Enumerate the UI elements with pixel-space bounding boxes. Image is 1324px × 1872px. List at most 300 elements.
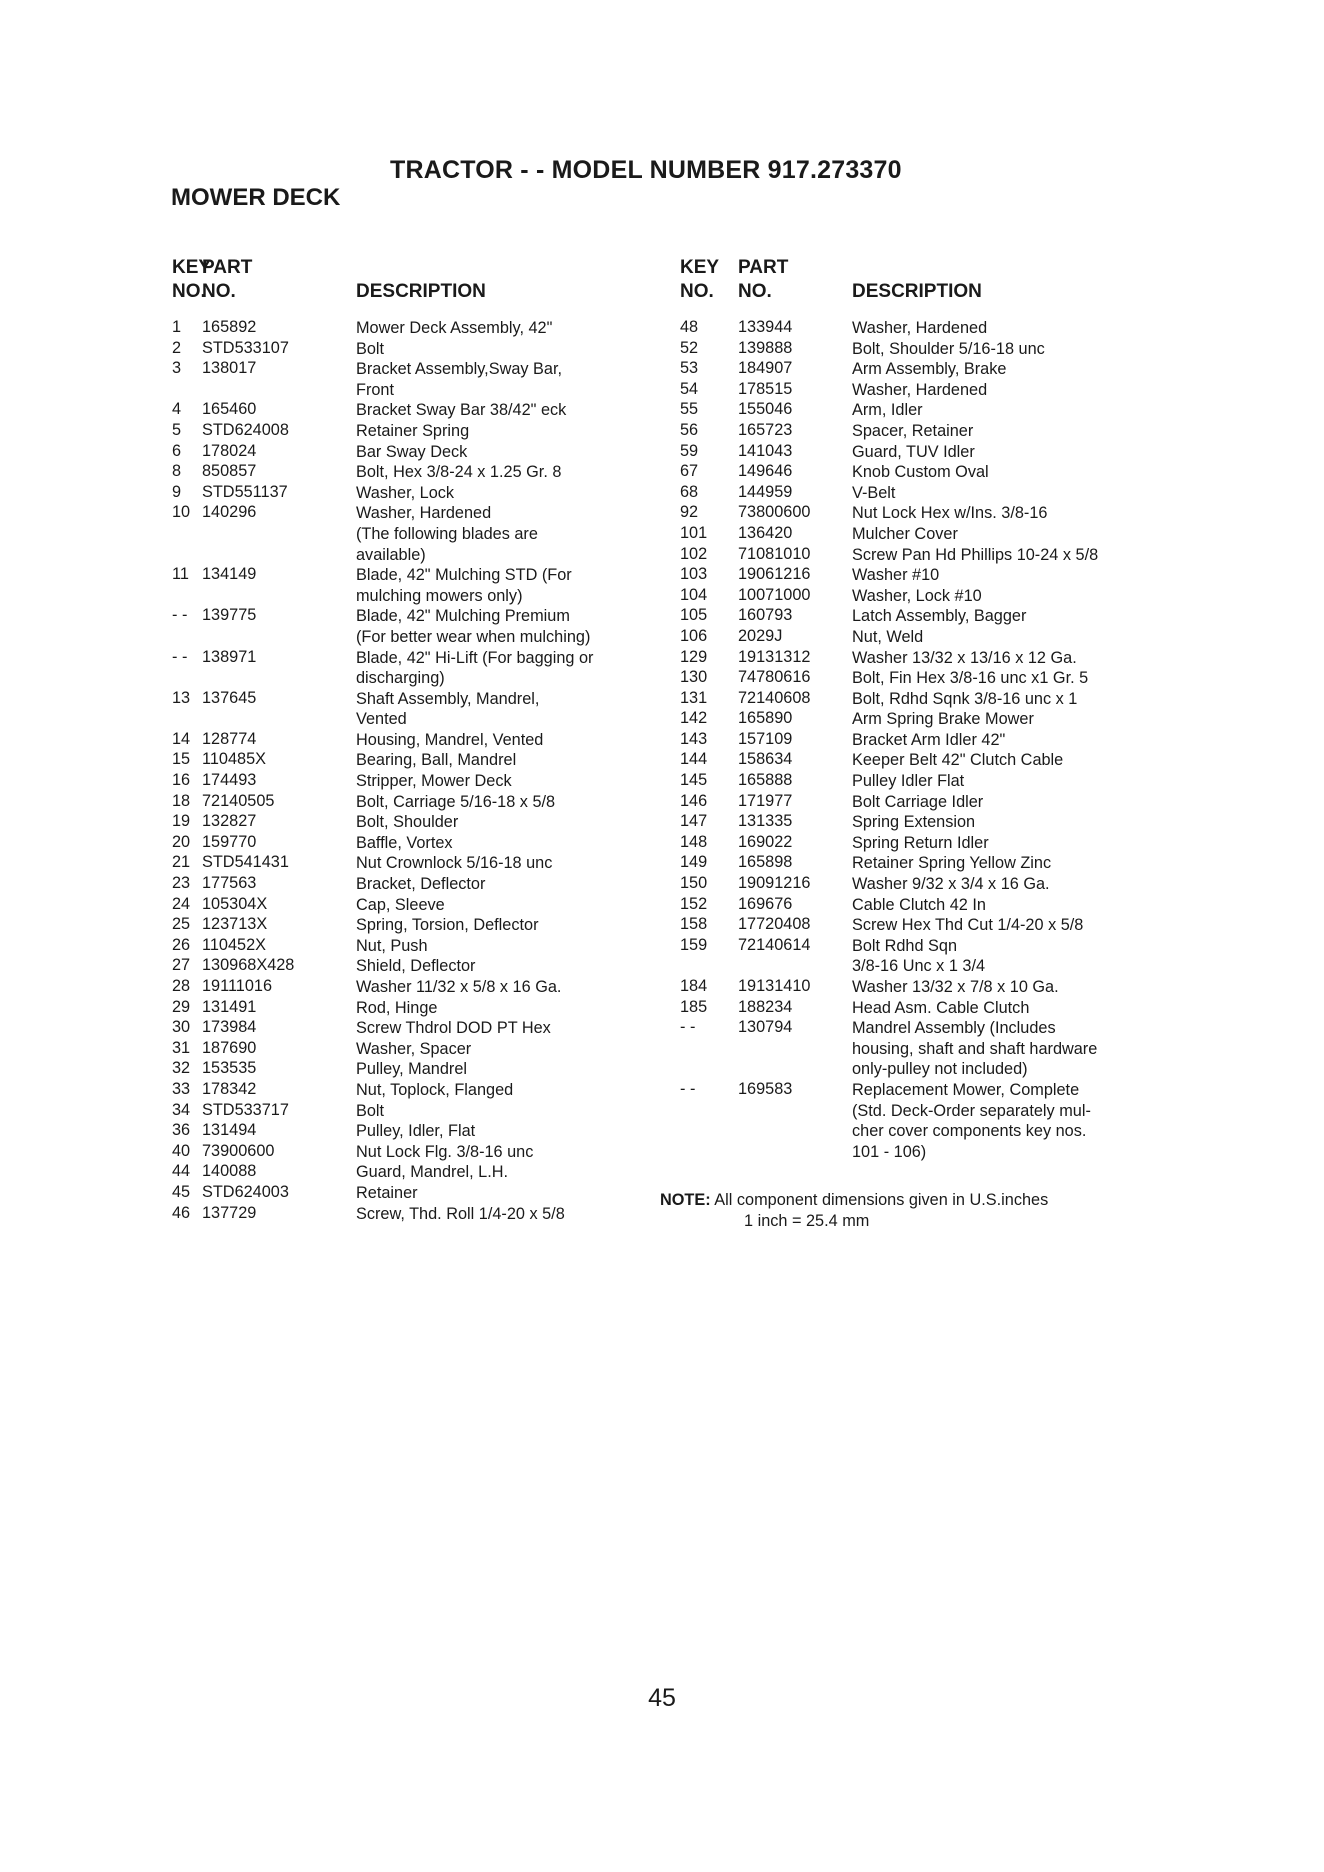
parts-row xyxy=(172,462,652,483)
part-description: Mandrel Assembly (Includes housing, shaft and shaft hardware only-pulley not included) xyxy=(852,1019,1098,1079)
key-number: 148 xyxy=(680,832,708,851)
part-number: 178342 xyxy=(202,1079,257,1098)
part-description: Rod, Hinge xyxy=(356,998,438,1017)
key-number: 143 xyxy=(680,729,708,748)
header-key-line1: KEY xyxy=(680,257,720,278)
key-number: 54 xyxy=(680,379,699,398)
parts-list-left xyxy=(172,318,652,1224)
header-part-line1: PART xyxy=(738,257,789,278)
parts-row xyxy=(680,730,1160,751)
part-number: 178515 xyxy=(738,379,793,398)
parts-row xyxy=(680,627,1160,648)
part-number: 140088 xyxy=(202,1162,257,1181)
part-description: Bolt Rdhd Sqn 3/8-16 Unc x 1 3/4 xyxy=(852,936,986,976)
key-number: 32 xyxy=(172,1059,191,1078)
part-description: Bar Sway Deck xyxy=(356,442,468,461)
part-number: 187690 xyxy=(202,1038,257,1057)
part-number: 130794 xyxy=(738,1018,793,1037)
part-description: Mower Deck Assembly, 42" xyxy=(356,319,553,337)
part-description: Bolt xyxy=(356,1101,385,1120)
part-description: Blade, 42" Mulching STD (For mulching mowers only) xyxy=(356,566,572,605)
key-number: 147 xyxy=(680,812,708,831)
key-number: 1 xyxy=(172,318,182,336)
key-number: 55 xyxy=(680,400,699,419)
parts-row xyxy=(680,359,1160,380)
key-number: 24 xyxy=(172,894,191,913)
key-number: 158 xyxy=(680,915,708,934)
key-number: - - xyxy=(680,1018,696,1037)
parts-row xyxy=(172,339,652,360)
part-number: 144959 xyxy=(738,482,793,501)
parts-row xyxy=(172,1204,652,1225)
parts-row xyxy=(172,565,652,606)
key-number: 46 xyxy=(172,1203,191,1222)
parts-row xyxy=(172,936,652,957)
parts-row xyxy=(680,833,1160,854)
parts-row xyxy=(680,462,1160,483)
part-description: Head Asm. Cable Clutch xyxy=(852,998,1030,1017)
part-description: Bracket Assembly,Sway Bar, Front xyxy=(356,360,563,399)
part-number: 133944 xyxy=(738,318,793,336)
part-number: 19091216 xyxy=(738,874,811,893)
part-description: Blade, 42" Mulching Premium (For better wear when mulching) xyxy=(356,607,591,646)
part-number: 160793 xyxy=(738,606,793,625)
parts-row xyxy=(680,503,1160,524)
part-number: 73800600 xyxy=(738,503,811,522)
part-number: 139888 xyxy=(738,338,793,357)
part-number: 174493 xyxy=(202,771,257,790)
part-number: 123713X xyxy=(202,915,268,934)
key-number: 142 xyxy=(680,709,708,728)
parts-row xyxy=(172,874,652,895)
parts-column-right xyxy=(680,257,1160,1161)
parts-row xyxy=(172,1059,652,1080)
part-number: 159770 xyxy=(202,832,257,851)
parts-row xyxy=(172,792,652,813)
parts-row xyxy=(680,586,1160,607)
key-number: 150 xyxy=(680,874,708,893)
part-number: 158634 xyxy=(738,750,793,769)
part-number: 110485X xyxy=(202,750,266,769)
key-number: 18 xyxy=(172,791,191,810)
key-number: 146 xyxy=(680,791,708,810)
part-description: Washer, Hardened xyxy=(852,380,988,399)
part-description: Nut, Push xyxy=(356,936,428,955)
header-part-line2: NO. xyxy=(202,281,236,302)
key-number: 68 xyxy=(680,482,699,501)
part-description: Blade, 42" Hi-Lift (For bagging or discharging) xyxy=(356,648,594,688)
part-description: Guard, TUV Idler xyxy=(852,442,975,461)
part-number: 132827 xyxy=(202,812,257,831)
part-description: Screw Hex Thd Cut 1/4-20 x 5/8 xyxy=(852,916,1084,935)
parts-row xyxy=(680,380,1160,401)
part-number: STD533717 xyxy=(202,1100,289,1119)
part-description: Arm, Idler xyxy=(852,401,923,420)
key-number: 34 xyxy=(172,1100,191,1119)
part-number: 165890 xyxy=(738,709,793,728)
parts-row xyxy=(172,895,652,916)
part-description: Bolt, Shoulder 5/16-18 unc xyxy=(852,339,1045,358)
part-number: 173984 xyxy=(202,1018,257,1037)
part-description: Washer 13/32 x 13/16 x 12 Ga. xyxy=(852,648,1077,667)
parts-row xyxy=(680,668,1160,689)
parts-row xyxy=(680,895,1160,916)
parts-row xyxy=(172,915,652,936)
key-number: 30 xyxy=(172,1018,191,1037)
key-number: 149 xyxy=(680,853,708,872)
part-description: Pulley, Mandrel xyxy=(356,1060,468,1079)
part-description: Shield, Deflector xyxy=(356,957,476,976)
part-description: Latch Assembly, Bagger xyxy=(852,607,1027,626)
part-description: Nut, Weld xyxy=(852,627,924,646)
parts-row xyxy=(680,545,1160,566)
key-number: 59 xyxy=(680,441,699,460)
part-number: 171977 xyxy=(738,791,793,810)
parts-row xyxy=(680,750,1160,771)
part-number: 131335 xyxy=(738,812,793,831)
key-number: 185 xyxy=(680,997,708,1016)
key-number: 131 xyxy=(680,688,708,707)
parts-row xyxy=(172,503,652,565)
key-number: 104 xyxy=(680,585,708,604)
part-number: 72140505 xyxy=(202,791,275,810)
parts-row xyxy=(172,648,652,689)
part-description: Bolt, Rdhd Sqnk 3/8-16 unc x 1 xyxy=(852,689,1078,708)
key-number: 102 xyxy=(680,544,708,563)
part-description: Bolt Carriage Idler xyxy=(852,792,984,811)
part-description: Nut Lock Hex w/Ins. 3/8-16 xyxy=(852,504,1048,523)
key-number: 13 xyxy=(172,688,191,707)
parts-row xyxy=(172,1183,652,1204)
part-number: 169583 xyxy=(738,1079,793,1098)
part-description: Bracket Sway Bar 38/42" eck xyxy=(356,401,567,420)
parts-row xyxy=(172,689,652,730)
parts-row xyxy=(172,853,652,874)
part-description: Stripper, Mower Deck xyxy=(356,772,512,791)
parts-row xyxy=(680,792,1160,813)
parts-row xyxy=(172,812,652,833)
note-label: NOTE: xyxy=(660,1191,711,1209)
key-number: 67 xyxy=(680,462,699,481)
key-number: 2 xyxy=(172,338,182,357)
part-number: 131491 xyxy=(202,997,257,1016)
key-number: 48 xyxy=(680,318,699,336)
part-description: Retainer xyxy=(356,1183,418,1202)
part-description: Retainer Spring Yellow Zinc xyxy=(852,854,1052,873)
parts-row xyxy=(172,730,652,751)
parts-row xyxy=(172,318,652,339)
key-number: 33 xyxy=(172,1079,191,1098)
parts-row xyxy=(680,1080,1160,1162)
parts-row xyxy=(172,750,652,771)
key-number: 3 xyxy=(172,359,182,378)
key-number: 9 xyxy=(172,482,182,501)
parts-row xyxy=(172,442,652,463)
column-headers xyxy=(680,257,1160,309)
part-description: Spring, Torsion, Deflector xyxy=(356,916,539,935)
parts-row xyxy=(172,1018,652,1039)
parts-row xyxy=(680,483,1160,504)
part-description: Housing, Mandrel, Vented xyxy=(356,730,544,749)
header-key-line1: KEY xyxy=(172,257,212,278)
part-description: Pulley, Idler, Flat xyxy=(356,1122,476,1141)
key-number: - - xyxy=(172,647,188,666)
part-number: 10071000 xyxy=(738,585,811,604)
part-description: Shaft Assembly, Mandrel, Vented xyxy=(356,689,540,729)
header-key-line2: NO. xyxy=(172,281,206,302)
part-description: Retainer Spring xyxy=(356,421,470,440)
key-number: - - xyxy=(680,1079,696,1098)
parts-row xyxy=(680,689,1160,710)
part-number: 130968X428 xyxy=(202,956,295,975)
parts-row xyxy=(172,977,652,998)
note-text: All component dimensions given in U.S.inches xyxy=(714,1191,1049,1209)
part-description: Bolt, Hex 3/8-24 x 1.25 Gr. 8 xyxy=(356,463,562,482)
part-description: Washer, Lock #10 xyxy=(852,586,982,605)
key-number: - - xyxy=(172,606,188,625)
part-description: Spring Extension xyxy=(852,813,976,832)
part-description: V-Belt xyxy=(852,483,896,502)
header-part-line2: NO. xyxy=(738,281,772,302)
parts-row xyxy=(680,915,1160,936)
key-number: 15 xyxy=(172,750,191,769)
part-description: Washer, Lock xyxy=(356,483,455,502)
parts-row xyxy=(680,565,1160,586)
parts-row xyxy=(680,318,1160,339)
part-description: Nut Crownlock 5/16-18 unc xyxy=(356,854,553,873)
parts-row xyxy=(680,400,1160,421)
parts-row xyxy=(680,648,1160,669)
key-number: 105 xyxy=(680,606,708,625)
key-number: 152 xyxy=(680,894,708,913)
part-number: 138971 xyxy=(202,647,257,666)
part-description: Bracket Arm Idler 42" xyxy=(852,730,1006,749)
key-number: 11 xyxy=(172,565,189,584)
part-number: 2029J xyxy=(738,626,783,645)
part-number: 110452X xyxy=(202,935,266,954)
parts-row xyxy=(172,606,652,647)
part-number: 140296 xyxy=(202,503,257,522)
parts-row xyxy=(680,606,1160,627)
parts-row xyxy=(680,874,1160,895)
parts-row xyxy=(680,771,1160,792)
part-description: Washer 11/32 x 5/8 x 16 Ga. xyxy=(356,978,562,996)
key-number: 6 xyxy=(172,441,182,460)
key-number: 14 xyxy=(172,729,191,748)
part-description: Washer #10 xyxy=(852,566,940,585)
part-number: 165898 xyxy=(738,853,793,872)
key-number: 19 xyxy=(172,812,191,831)
part-description: Washer, Hardened xyxy=(852,319,988,337)
part-number: 153535 xyxy=(202,1059,257,1078)
parts-column-left xyxy=(172,257,652,1223)
part-description: Knob Custom Oval xyxy=(852,463,989,482)
part-number: 165888 xyxy=(738,771,793,790)
part-description: Bolt, Fin Hex 3/8-16 unc x1 Gr. 5 xyxy=(852,669,1089,688)
part-number: 141043 xyxy=(738,441,793,460)
parts-row xyxy=(680,421,1160,442)
key-number: 26 xyxy=(172,935,191,954)
part-description: Bearing, Ball, Mandrel xyxy=(356,751,517,770)
key-number: 5 xyxy=(172,420,182,439)
part-description: Washer, Spacer xyxy=(356,1039,472,1058)
part-description: Bracket, Deflector xyxy=(356,875,486,894)
parts-row xyxy=(680,709,1160,730)
key-number: 25 xyxy=(172,915,191,934)
parts-row xyxy=(172,1039,652,1060)
part-number: 137729 xyxy=(202,1203,257,1222)
key-number: 53 xyxy=(680,359,699,378)
part-description: Mulcher Cover xyxy=(852,524,958,543)
key-number: 184 xyxy=(680,977,708,995)
part-number: 139775 xyxy=(202,606,257,625)
key-number: 10 xyxy=(172,503,191,522)
part-number: STD551137 xyxy=(202,482,288,501)
part-description: Bolt, Carriage 5/16-18 x 5/8 xyxy=(356,792,556,811)
part-number: 19131312 xyxy=(738,647,811,666)
part-description: Keeper Belt 42" Clutch Cable xyxy=(852,751,1064,770)
part-description: Cap, Sleeve xyxy=(356,895,445,914)
part-number: 137645 xyxy=(202,688,257,707)
part-description: Washer 13/32 x 7/8 x 10 Ga. xyxy=(852,978,1059,996)
parts-row xyxy=(172,359,652,400)
key-number: 144 xyxy=(680,750,708,769)
part-number: 184907 xyxy=(738,359,793,378)
key-number: 130 xyxy=(680,668,708,687)
part-description: Screw, Thd. Roll 1/4-20 x 5/8 xyxy=(356,1204,565,1223)
key-number: 92 xyxy=(680,503,699,522)
part-description: Washer 9/32 x 3/4 x 16 Ga. xyxy=(852,875,1050,894)
header-description: DESCRIPTION xyxy=(356,281,486,302)
part-number: 128774 xyxy=(202,729,257,748)
parts-row xyxy=(172,956,652,977)
note-conversion: 1 inch = 25.4 mm xyxy=(744,1211,870,1230)
part-description: Cable Clutch 42 In xyxy=(852,895,986,914)
part-description: Screw Thdrol DOD PT Hex xyxy=(356,1019,551,1038)
part-number: 134149 xyxy=(202,565,257,584)
part-description: Pulley Idler Flat xyxy=(852,772,965,791)
key-number: 29 xyxy=(172,997,191,1016)
part-description: Spacer, Retainer xyxy=(852,421,974,440)
parts-row xyxy=(680,998,1160,1019)
note xyxy=(660,1190,1180,1231)
key-number: 106 xyxy=(680,626,708,645)
parts-row xyxy=(172,1162,652,1183)
parts-row xyxy=(172,1121,652,1142)
header-part-line1: PART xyxy=(202,257,253,278)
column-headers xyxy=(172,257,652,309)
part-number: 72140608 xyxy=(738,688,811,707)
part-description: Nut Lock Flg. 3/8-16 unc xyxy=(356,1142,534,1161)
part-number: 169676 xyxy=(738,894,793,913)
parts-row xyxy=(172,1142,652,1163)
parts-row xyxy=(172,833,652,854)
key-number: 159 xyxy=(680,935,708,954)
part-description: Replacement Mower, Complete (Std. Deck-Order separately mul- cher cover components key nos. 101 - 106) xyxy=(852,1080,1091,1161)
part-description: Spring Return Idler xyxy=(852,833,989,852)
key-number: 44 xyxy=(172,1162,191,1181)
part-number: 131494 xyxy=(202,1121,257,1140)
parts-row xyxy=(172,483,652,504)
key-number: 145 xyxy=(680,771,708,790)
parts-row xyxy=(172,400,652,421)
part-number: 138017 xyxy=(202,359,257,378)
part-number: 136420 xyxy=(738,523,793,542)
key-number: 20 xyxy=(172,832,191,851)
part-number: 74780616 xyxy=(738,668,811,687)
key-number: 31 xyxy=(172,1038,191,1057)
part-number: 850857 xyxy=(202,462,257,481)
parts-row xyxy=(680,442,1160,463)
part-number: STD624008 xyxy=(202,420,289,439)
key-number: 8 xyxy=(172,462,182,481)
part-number: STD624003 xyxy=(202,1182,289,1201)
parts-row xyxy=(680,524,1160,545)
parts-row xyxy=(680,936,1160,977)
key-number: 103 xyxy=(680,565,708,584)
part-number: 165460 xyxy=(202,400,257,419)
key-number: 21 xyxy=(172,853,191,872)
key-number: 16 xyxy=(172,771,191,790)
part-number: 177563 xyxy=(202,874,257,893)
part-number: 19111016 xyxy=(202,977,273,995)
key-number: 129 xyxy=(680,647,708,666)
key-number: 101 xyxy=(680,523,708,542)
part-number: 165892 xyxy=(202,318,257,336)
part-number: 17720408 xyxy=(738,915,811,934)
part-description: Bolt xyxy=(356,339,385,358)
key-number: 52 xyxy=(680,338,699,357)
part-description: Guard, Mandrel, L.H. xyxy=(356,1163,509,1182)
parts-row xyxy=(172,421,652,442)
header-key-line2: NO. xyxy=(680,281,714,302)
part-description: Washer, Hardened (The following blades are available) xyxy=(356,504,538,564)
part-number: 188234 xyxy=(738,997,793,1016)
section-title: MOWER DECK xyxy=(171,184,341,211)
parts-row xyxy=(680,853,1160,874)
page-title: TRACTOR - - MODEL NUMBER 917.273370 xyxy=(390,156,902,184)
key-number: 28 xyxy=(172,977,191,995)
parts-row xyxy=(172,998,652,1019)
parts-row xyxy=(172,1101,652,1122)
part-number: 71081010 xyxy=(738,544,811,563)
part-description: Bolt, Shoulder xyxy=(356,813,459,832)
part-number: 157109 xyxy=(738,729,793,748)
part-number: 169022 xyxy=(738,832,793,851)
part-number: 19131410 xyxy=(738,977,811,995)
parts-row xyxy=(680,1018,1160,1080)
part-number: STD533107 xyxy=(202,338,289,357)
part-number: 149646 xyxy=(738,462,793,481)
part-description: Nut, Toplock, Flanged xyxy=(356,1080,514,1099)
parts-list-right xyxy=(680,318,1160,1162)
parts-row xyxy=(172,1080,652,1101)
part-number: 19061216 xyxy=(738,565,811,584)
key-number: 23 xyxy=(172,874,191,893)
part-number: STD541431 xyxy=(202,853,289,872)
key-number: 40 xyxy=(172,1141,191,1160)
part-number: 165723 xyxy=(738,420,793,439)
part-number: 72140614 xyxy=(738,935,811,954)
part-description: Screw Pan Hd Phillips 10-24 x 5/8 xyxy=(852,545,1099,564)
page-number: 45 xyxy=(648,1684,676,1712)
part-description: Arm Spring Brake Mower xyxy=(852,710,1034,729)
header-description: DESCRIPTION xyxy=(852,281,982,302)
parts-row xyxy=(680,812,1160,833)
key-number: 4 xyxy=(172,400,182,419)
key-number: 27 xyxy=(172,956,191,975)
key-number: 36 xyxy=(172,1121,191,1140)
